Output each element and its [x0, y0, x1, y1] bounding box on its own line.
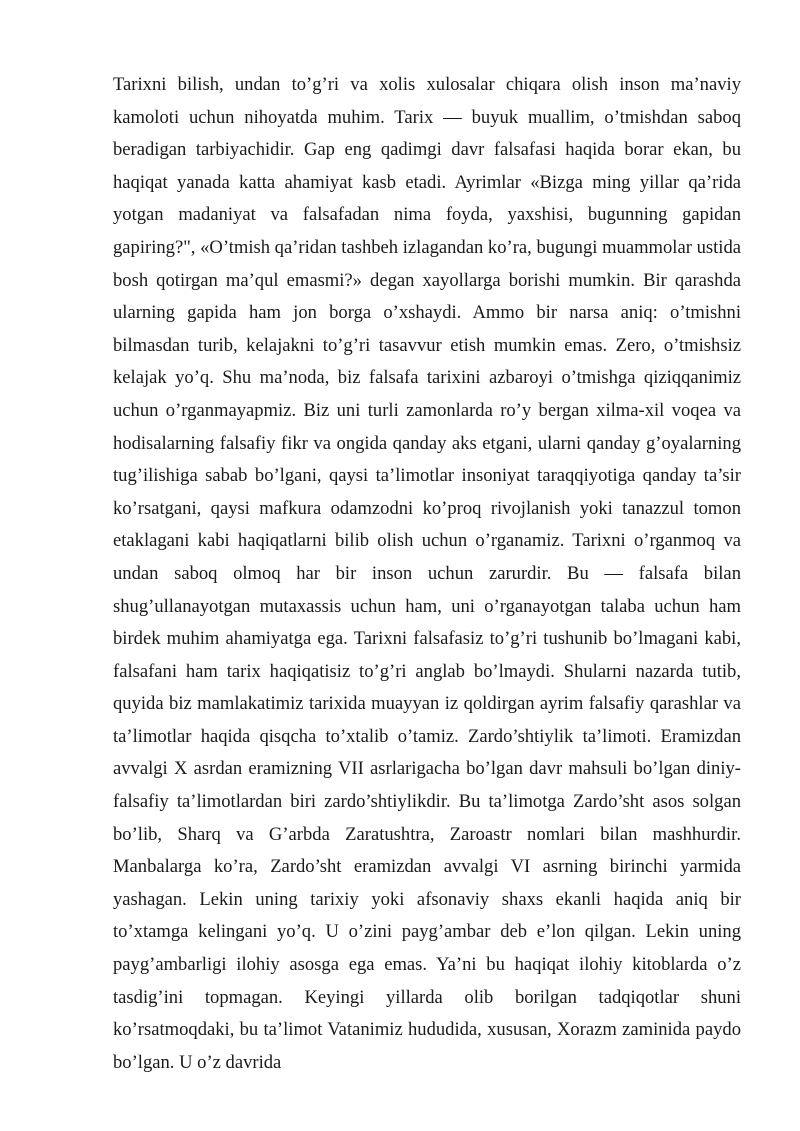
body-paragraph: Tarixni bilish, undan to’g’ri va xolis xulosalar chiqara olish inson ma’naviy kamoloti uchun nihoyatda muhim. Tarix — buyuk muallim, o’tmishdan saboq beradigan tarbiyachidir. Gap eng qadimgi davr falsafasi haqida borar ekan, bu haqiqat yanada katta ahamiyat kasb etadi. Ayrimlar «Bizga ming yillar qa’rida yotgan madaniyat va falsafadan nima foyda, yaxshisi, bugunning gapidan gapiring?", «O’tmish qa’ridan tashbeh izlagandan ko’ra, bugungi muammolar ustida bosh qotirgan ma’qul emasmi?» degan xayollarga borishi mumkin. Bir qarashda ularning gapida ham jon borga o’xshaydi. Ammo bir narsa aniq: o’tmishni bilmasdan turib, kelajakni to’g’ri tasavvur etish mumkin emas. Zero, o’tmishsiz kelajak yo’q. Shu ma’noda, biz falsafa tarixini azbaroyi o’tmishga qiziqqanimiz uchun o’rganmayapmiz. Biz uni turli zamonlarda ro’y bergan xilma-xil voqea va hodisalarning falsafiy fikr va ongida qanday aks etgani, ularni qanday g’oyalarning tug’ilishiga sabab bo’lgani, qaysi ta’limotlar insoniyat taraqqiyotiga qanday ta’sir ko’rsatgani, qaysi mafkura odamzodni ko’proq rivojlanish yoki tanazzul tomon etaklagani kabi haqiqatlarni bilib olish uchun o’rganamiz. Tarixni o’rganmoq va undan saboq olmoq har bir inson uchun zarurdir. Bu — falsafa bilan shug’ullanayotgan mutaxassis uchun ham, uni o’rganayotgan talaba uchun ham birdek muhim ahamiyatga ega. Tarixni falsafasiz to’g’ri tushunib bo’lmagani kabi, falsafani ham tarix haqiqatisiz to’g’ri anglab bo’lmaydi. Shularni nazarda tutib, quyida biz mamlakatimiz tarixida muayyan iz qoldirgan ayrim falsafiy qarashlar va ta’limotlar haqida qisqcha to’xtalib o’tamiz. Zardo’shtiylik ta’limoti. Eramizdan avvalgi X asrdan eramizning VII asrlarigacha bo’lgan davr mahsuli bo’lgan diniy-falsafiy ta’limotlardan biri zardo’shtiylikdir. Bu ta’limotga Zardo’sht asos solgan bo’lib, Sharq va G’arbda Zaratushtra, Zaroastr nomlari bilan mashhurdir. Manbalarga ko’ra, Zardo’sht eramizdan avvalgi VI asrning birinchi yarmida yashagan. Lekin uning tarixiy yoki afsonaviy shaxs ekanli haqida aniq bir to’xtamga kelingani yo’q. U o’zini payg’ambar deb e’lon qilgan. Lekin uning payg’ambarligi ilohiy asosga ega emas. Ya’ni bu haqiqat ilohiy kitoblarda o’z tasdig’ini topmagan. Keyingi yillarda olib borilgan tadqiqotlar shuni ko’rsatmoqdaki, bu ta’limot Vatanimiz hududida, xususan, Xorazm zaminida paydo bo’lgan. U o’z davrida	[113, 74, 741, 1073]
document-page	[113, 69, 741, 1079]
